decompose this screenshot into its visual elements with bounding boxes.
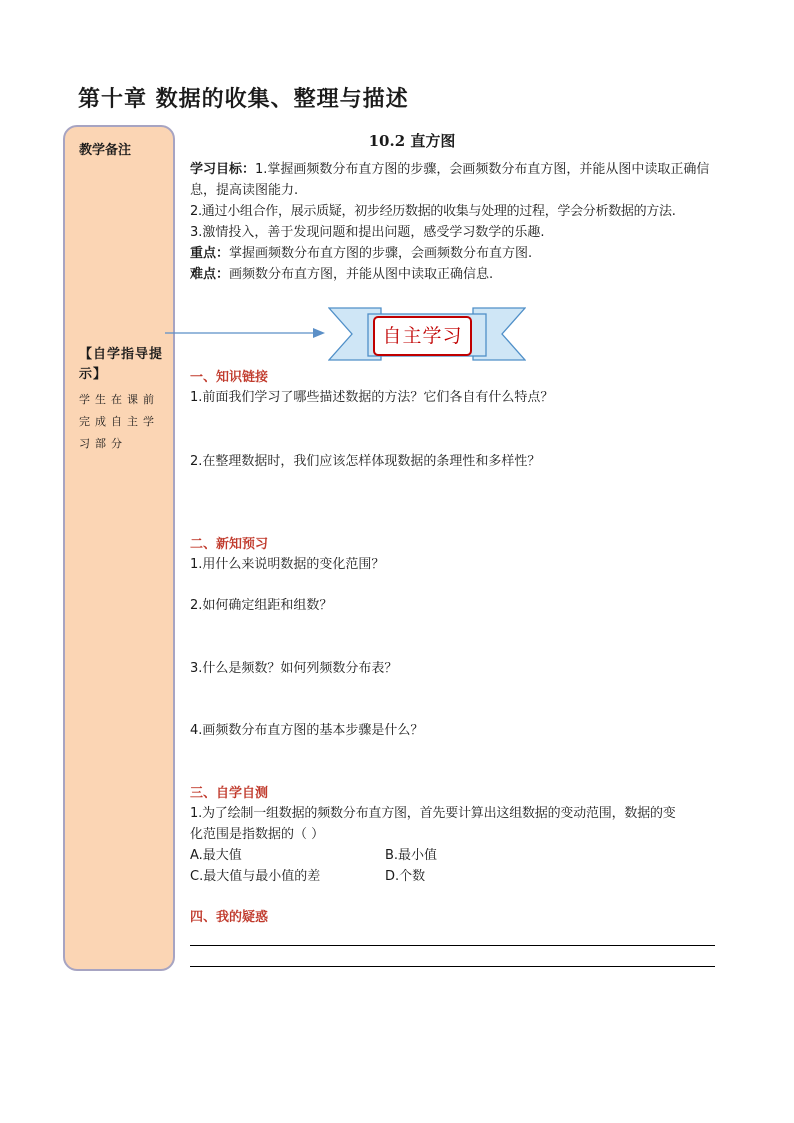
key-point-label: 重点： — [190, 246, 230, 261]
self-study-hint-title: 【自学指导提示】 — [79, 347, 164, 382]
answer-line-2 — [190, 966, 715, 967]
option-a: A.最大值 — [190, 848, 242, 863]
part3-heading: 三、自学自测 — [190, 786, 269, 801]
part2-question-1: 1.用什么来说明数据的变化范围？ — [190, 557, 385, 572]
goal-1: 1.掌握画频数分布直方图的步骤，会画频数分布直方图，并能从图中读取正确信息，提高读图能力. — [190, 162, 710, 198]
pointer-arrow-icon — [165, 325, 325, 345]
part3-question-line-2: 化范围是指数据的（ ） — [190, 827, 325, 842]
part3-question-line-1: 1.为了绘制一组数据的频数分布直方图，首先要计算出这组数据的变动范围，数据的变 — [190, 806, 676, 821]
difficulty-text: 画频数分布直方图，并能从图中读取正确信息. — [229, 267, 494, 282]
option-c: C.最大值与最小值的差 — [190, 869, 321, 884]
part2-question-3: 3.什么是频数？如何列频数分布表？ — [190, 661, 398, 676]
difficulty-label: 难点： — [190, 267, 230, 282]
answer-line-1 — [190, 945, 715, 946]
goal-2: 2.通过小组合作，展示质疑，初步经历数据的收集与处理的过程，学会分析数据的方法. — [190, 204, 676, 219]
self-study-hint-body: 学生在课前完成自主学习部分 — [79, 393, 159, 450]
sidebar-heading: 教学备注 — [79, 143, 132, 158]
part1-question-2: 2.在整理数据时，我们应该怎样体现数据的条理性和多样性？ — [190, 454, 541, 469]
part4-heading: 四、我的疑惑 — [190, 910, 269, 925]
part1-heading: 一、知识链接 — [190, 370, 269, 385]
chapter-title: 第十章 数据的收集、整理与描述 — [78, 86, 409, 112]
option-b: B.最小值 — [385, 848, 438, 863]
part2-heading: 二、新知预习 — [190, 537, 269, 552]
section-title: 10.2 直方图 — [368, 132, 456, 150]
part2-question-4: 4.画频数分布直方图的基本步骤是什么？ — [190, 723, 424, 738]
learning-objectives — [190, 159, 718, 285]
part1-question-1: 1.前面我们学习了哪些描述数据的方法？它们各自有什么特点？ — [190, 390, 554, 405]
self-study-banner: 自主学习 — [373, 316, 472, 356]
goal-label: 学习目标： — [190, 162, 256, 177]
goal-3: 3.激情投入，善于发现问题和提出问题，感受学习数学的乐趣. — [190, 225, 545, 240]
teaching-notes-sidebar — [63, 125, 175, 971]
part2-question-2: 2.如何确定组距和组数？ — [190, 598, 333, 613]
option-d: D.个数 — [385, 869, 426, 884]
key-point-text: 掌握画频数分布直方图的步骤，会画频数分布直方图. — [229, 246, 533, 261]
